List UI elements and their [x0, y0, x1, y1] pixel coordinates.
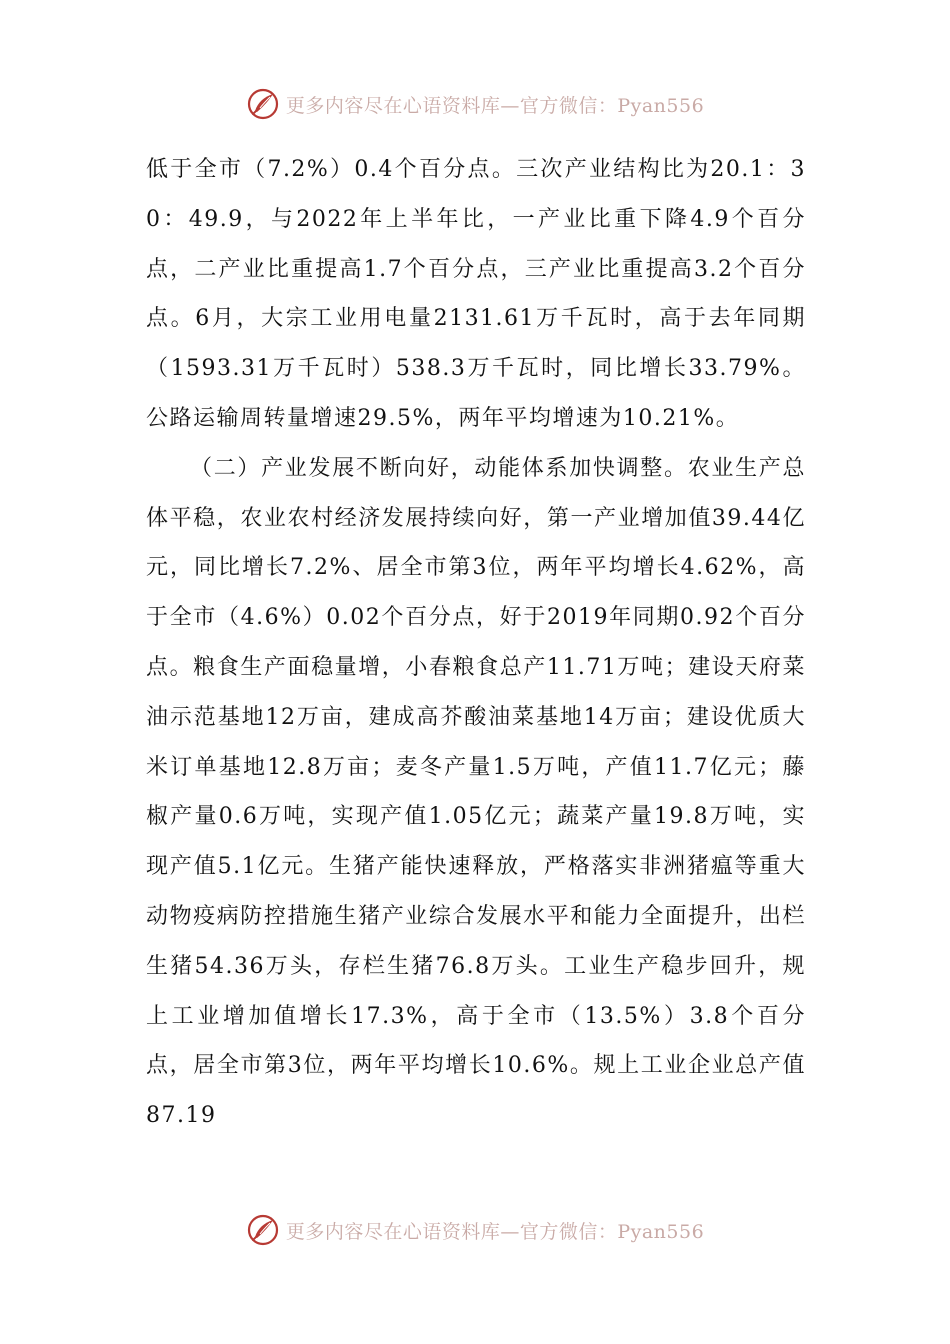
document-body	[146, 145, 806, 1141]
watermark-text: 更多内容尽在心语资料库—官方微信：Pyan556	[285, 94, 705, 117]
paragraph-industry-development: （二）产业发展不断向好，动能体系加快调整。农业生产总体平稳，农业农村经济发展持续向好，第一产业增加值39.44亿元，同比增长7.2%、居全市第3位，两年平均增长4.62%，高于全市（4.6%）0.02个百分点，好于2019年同期0.92个百分点。粮食生产面稳量增，小春粮食总产11.71万吨；建设天府菜油示范基地12万亩，建成高芥酸油菜基地14万亩；建设优质大米订单基地12.8万亩；麦冬产量1.5万吨，产值11.7亿元；藤椒产量0.6万吨，实现产值1.05亿元；蔬菜产量19.8万吨，实现产值5.1亿元。生猪产能快速释放，严格落实非洲猪瘟等重大动物疫病防控措施生猪产业综合发展水平和能力全面提升，出栏生猪54.36万头，存栏生猪76.8万头。工业生产稳步回升，规上工业增加值增长17.3%，高于全市（13.5%）3.8个百分点，居全市第3位，两年平均增长10.6%。规上工业企业总产值87.19	[146, 455, 806, 1129]
watermark-footer	[0, 1210, 950, 1250]
watermark-header	[0, 84, 950, 124]
pen-logo-icon	[246, 1213, 280, 1247]
watermark-text: 更多内容尽在心语资料库—官方微信：Pyan556	[285, 1220, 705, 1243]
pen-logo-icon	[246, 87, 280, 121]
paragraph-continued: 低于全市（7.2%）0.4个百分点。三次产业结构比为20.1：30：49.9，与2022年上半年比，一产业比重下降4.9个百分点，二产业比重提高1.7个百分点，三产业比重提高3.2个百分点。6月，大宗工业用电量2131.61万千瓦时，高于去年同期（1593.31万千瓦时）538.3万千瓦时，同比增长33.79%。公路运输周转量增速29.5%，两年平均增速为10.21%。	[146, 157, 806, 431]
